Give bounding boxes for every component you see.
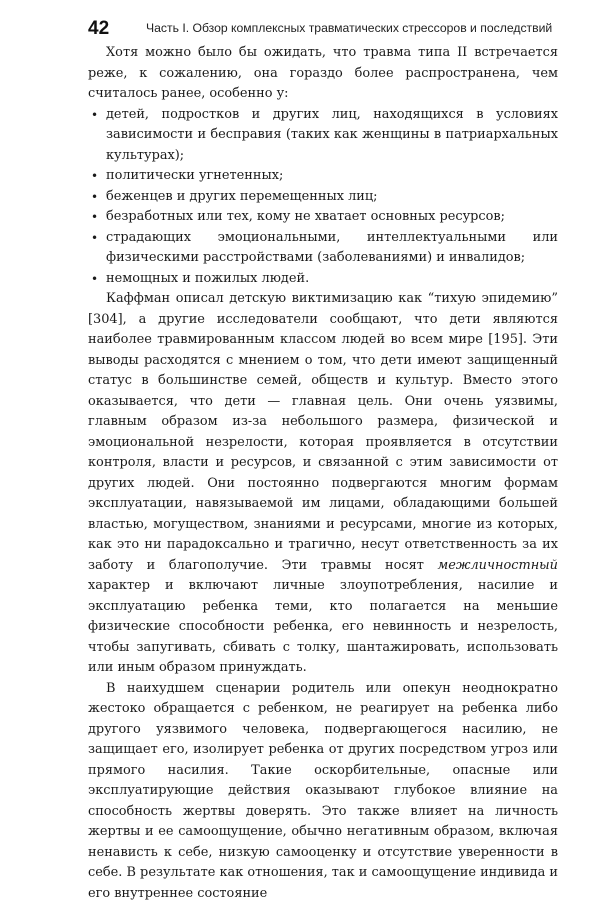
bullet-icon: • [91,207,98,228]
list-item [88,228,558,269]
list-item-text: немощных и пожилых людей. [106,271,309,286]
intro-paragraph: Хотя можно было бы ожидать, что травма типа II встречается реже, к сожалению, она гораздо более распространена, чем считалось ранее, особенно у: [88,43,558,105]
list-item [88,207,558,228]
bullet-icon: • [91,187,98,208]
bullet-icon: • [91,269,98,290]
list-item-text: политически угнетенных; [106,168,283,183]
list-item [88,269,558,290]
list-item-text: детей, подростков и других лиц, находящихся в условиях зависимости и бесправия (таких как женщины в патриархальных культурах); [106,107,558,163]
paragraph-text: характер и включают личные злоупотребления, насилие и эксплуатацию ребенка теми, кто полагается на меньшие физические способности ребенка, его невинность и незрелость, чтобы запугивать, сбивать с толку, шантажировать, использовать или иным образом принуждать. [88,578,558,675]
bullet-icon: • [91,166,98,187]
list-item-text: страдающих эмоциональными, интеллектуальными или физическими расстройствами (заболеваниями) и инвалидов; [106,230,558,266]
running-head: Часть I. Обзор комплексных травматических стрессоров и последствий [146,21,552,35]
paragraph-text: Каффман описал детскую виктимизацию как “тихую эпидемию” [304], а другие исследователи сообщают, что дети являются наиболее травмированным классом людей во всем мире [195]. Эти выводы расходятся с мнением о том, что дети имеют защищенный статус в большинстве семей, обществ и культур. Вместо этого оказывается, что дети — главная цель. Они очень уязвимы, главным образом из-за небольшого размера, физической и эмоциональной незрелости, которая проявляется в отсутствии контроля, власти и ресурсов, и связанной с этим зависимости от других людей. Они постоянно подвергаются многим формам эксплуатации, навязываемой им лицами, обладающими большей властью, могуществом, знаниями и ресурсами, многие из которых, как это ни парадоксально и трагично, несут ответственность за их заботу и благополучие. Эти травмы носят [88,291,558,573]
list-item [88,105,558,167]
kaffman-paragraph [88,289,558,679]
page-number: 42 [88,18,109,40]
bullet-icon: • [91,228,98,249]
list-item-text: беженцев и других перемещенных лиц; [106,189,378,204]
list-item [88,187,558,208]
list-item-text: безработных или тех, кому не хватает основных ресурсов; [106,209,505,224]
bullet-icon: • [91,105,98,126]
list-item [88,166,558,187]
page-header [88,18,558,46]
page-body [88,43,558,904]
worst-case-paragraph: В наихудшем сценарии родитель или опекун неоднократно жестоко обращается с ребенком, не реагирует на ребенка либо другого уязвимого человека, подвергающегося насилию, не защищает его, изолирует ребенка от других посредством угроз или прямого насилия. Такие оскорбительные, опасные или эксплуатирующие действия оказывают глубокое влияние на способность жертвы доверять. Это также влияет на личность жертвы и ее самоощущение, обычно негативным образом, включая ненависть к себе, низкую самооценку и отсутствие уверенности в себе. В результате как отношения, так и самоощущение индивида и его внутреннее состояние [88,679,558,904]
risk-groups-list [88,105,558,290]
emphasis-text: межличностный [438,558,559,573]
